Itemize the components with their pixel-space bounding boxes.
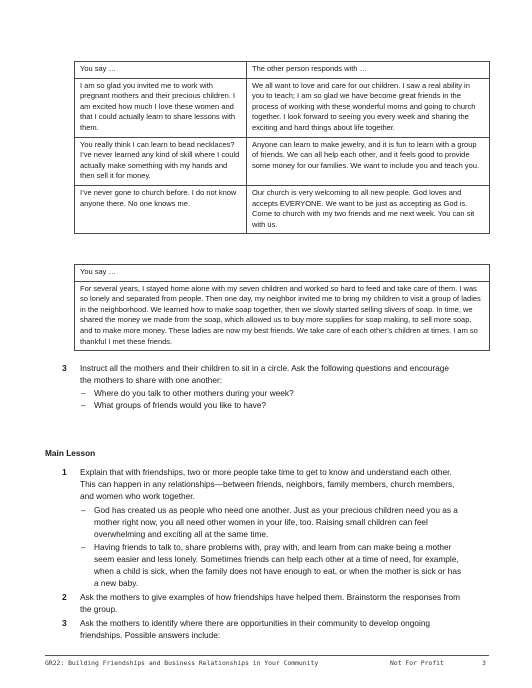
story-header: You say … bbox=[75, 265, 490, 282]
bullet-text-line: when a child is sick, when the family does not have enough to eat, or when the mother is sick or has bbox=[94, 566, 462, 576]
step-number: 2 bbox=[62, 592, 67, 602]
bullet-text: What groups of friends would you like to have? bbox=[94, 400, 267, 410]
table-row bbox=[75, 78, 490, 137]
bullet-text-line: a new baby. bbox=[94, 578, 139, 588]
table-row bbox=[75, 185, 490, 233]
bullet-text-line: God has created us as people who need one another. Just as your precious children need you as a bbox=[94, 505, 458, 515]
bullet-text: Where do you talk to other mothers during your week? bbox=[94, 388, 294, 398]
page-number: 3 bbox=[482, 659, 486, 667]
bullet-dash: – bbox=[81, 388, 86, 398]
table-header-you-say: You say … bbox=[75, 62, 247, 79]
step-text-line: the mothers to share with one another: bbox=[80, 375, 223, 385]
step-number: 3 bbox=[62, 363, 67, 373]
bullet-text-line: seem easier and less lonely. Sometimes friends can help each other at a time of need, for example, bbox=[94, 554, 459, 564]
step-number: 1 bbox=[62, 467, 67, 477]
table-cell-response: We all want to love and care for our children. I saw a real ability in you to teach; I am so glad we have become great friends in the process of working with these wonderful moms and going to church together. I look forward to seeing you every week and sharing the exciting and hard things about life together. bbox=[247, 78, 490, 137]
step-text-line: the group. bbox=[80, 604, 118, 614]
table-cell-you-say: I am so glad you invited me to work with pregnant mothers and their precious children. I am excited how much I love these women and that I could actually learn to share lessons with them. bbox=[75, 78, 247, 137]
bullet-text-line: mother right now, you all need other women in your life, too. Raising small children can feel bbox=[94, 517, 428, 527]
table-header-response: The other person responds with … bbox=[247, 62, 490, 79]
story-table bbox=[74, 264, 490, 351]
bullet-dash: – bbox=[81, 542, 86, 552]
table-cell-you-say: I’ve never gone to church before. I do not know anyone there. No one knows me. bbox=[75, 185, 247, 233]
footer-title: GR22: Building Friendships and Business Relationships in Your Community bbox=[45, 659, 319, 667]
section-heading: Main Lesson bbox=[45, 448, 96, 458]
step-number: 3 bbox=[62, 618, 67, 628]
step-text-line: Explain that with friendships, two or more people take time to get to know and understand each other. bbox=[80, 467, 452, 477]
bullet-dash: – bbox=[81, 505, 86, 515]
step-text-line: Instruct all the mothers and their children to sit in a circle. Ask the following questions and encourage bbox=[80, 363, 449, 373]
dialog-table bbox=[74, 61, 490, 234]
table-cell-response: Our church is very welcoming to all new people. God loves and accepts EVERYONE. We want to be just as accepting as God is. Come to church with my two friends and me next week. You can sit with us. bbox=[247, 185, 490, 233]
table-cell-response: Anyone can learn to make jewelry, and it is fun to learn with a group of friends. We can all help each other, and it feels good to provide some money for our families. We want to include you and teach you. bbox=[247, 137, 490, 185]
story-text: For several years, I stayed home alone with my seven children and worked so hard to feed and take care of them. I was so lonely and separated from people. Then one day, my neighbor invited me to bring my children to visit a group of ladies in the neighborhood. We learned how to make soap together, then we slowly started selling slivers of soap. In time, we shared the money we made from the soap, which allowed us to buy more supplies for soap making, to sell more soap, and to make more money. These ladies are now my best friends. We take care of each other’s children at times. I am so thankful I met these friends. bbox=[75, 281, 490, 351]
bullet-text-line: Having friends to talk to, share problems with, pray with, and learn from can make being a mother bbox=[94, 542, 452, 552]
footer-divider bbox=[45, 655, 489, 656]
step-text-line: Ask the mothers to identify where there are opportunities in their community to develop ongoing bbox=[80, 618, 431, 628]
table-row bbox=[75, 137, 490, 185]
step-text-line: Ask the mothers to give examples of how friendships have helped them. Brainstorm the responses from bbox=[80, 592, 460, 602]
bullet-text-line: overwhelming and exciting all at the same time. bbox=[94, 529, 269, 539]
table-cell-you-say: You really think I can learn to bead necklaces? I’ve never learned any kind of skill where I could actually make something with my hands and then sell it for money. bbox=[75, 137, 247, 185]
step-text-line: and women who work together. bbox=[80, 491, 195, 501]
bullet-dash: – bbox=[81, 400, 86, 410]
step-text-line: This can happen in any relationships—between friends, neighbors, family members, church members, bbox=[80, 479, 455, 489]
footer-org: Not For Profit bbox=[390, 659, 444, 667]
step-text-line: friendships. Possible answers include: bbox=[80, 630, 221, 640]
